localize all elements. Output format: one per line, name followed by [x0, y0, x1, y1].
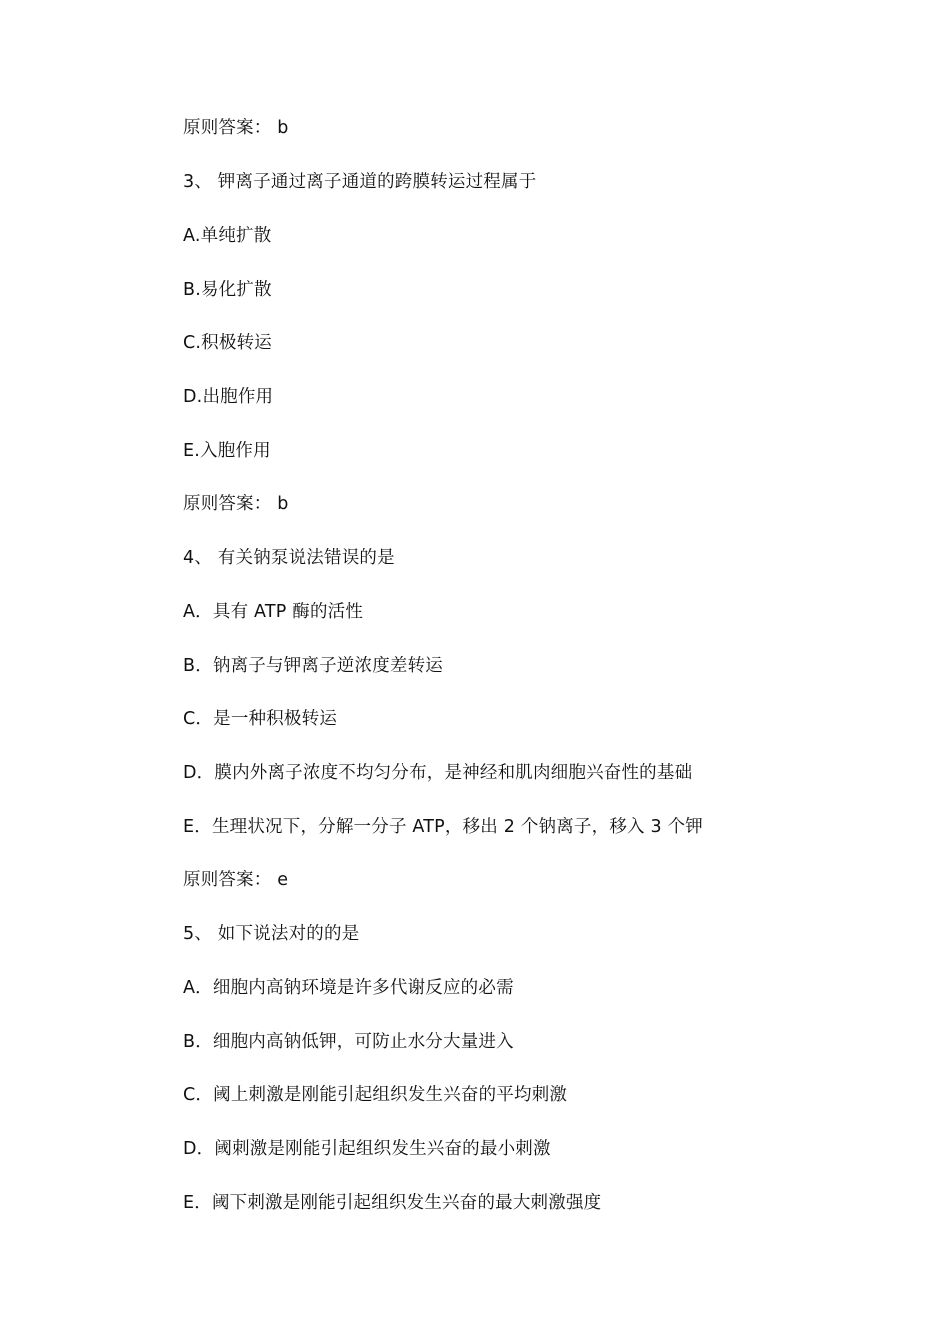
q3-option-e: E.入胞作用 [183, 441, 271, 461]
q3-option-d: D.出胞作用 [183, 387, 274, 407]
answer-line-q2: 原则答案： b [183, 118, 289, 138]
q3-option-c: C.积极转运 [183, 333, 272, 353]
q4-option-d: D．膜内外离子浓度不均匀分布，是神经和肌肉细胞兴奋性的基础 [183, 763, 693, 783]
q5-option-b: B．细胞内高钠低钾，可防止水分大量进入 [183, 1032, 514, 1052]
q3-option-a: A.单纯扩散 [183, 226, 272, 246]
q4-option-b: B．钠离子与钾离子逆浓度差转运 [183, 656, 444, 676]
question-5: 5、 如下说法对的的是 [183, 924, 360, 944]
q3-option-b: B.易化扩散 [183, 280, 272, 300]
q5-option-d: D．阈刺激是刚能引起组织发生兴奋的最小刺激 [183, 1139, 551, 1159]
answer-line-q3: 原则答案： b [183, 494, 289, 514]
question-3: 3、 钾离子通过离子通道的跨膜转运过程属于 [183, 172, 537, 192]
q4-option-a: A．具有 ATP 酶的活性 [183, 602, 364, 622]
q5-option-a: A．细胞内高钠环境是许多代谢反应的必需 [183, 978, 514, 998]
question-4: 4、 有关钠泵说法错误的是 [183, 548, 395, 568]
answer-line-q4: 原则答案： e [183, 870, 289, 890]
q4-option-e: E．生理状况下，分解一分子 ATP，移出 2 个钠离子，移入 3 个钾 [183, 817, 703, 837]
q5-option-e: E．阈下刺激是刚能引起组织发生兴奋的最大刺激强度 [183, 1193, 602, 1213]
q4-option-c: C．是一种积极转运 [183, 709, 338, 729]
q5-option-c: C．阈上刺激是刚能引起组织发生兴奋的平均刺激 [183, 1085, 568, 1105]
